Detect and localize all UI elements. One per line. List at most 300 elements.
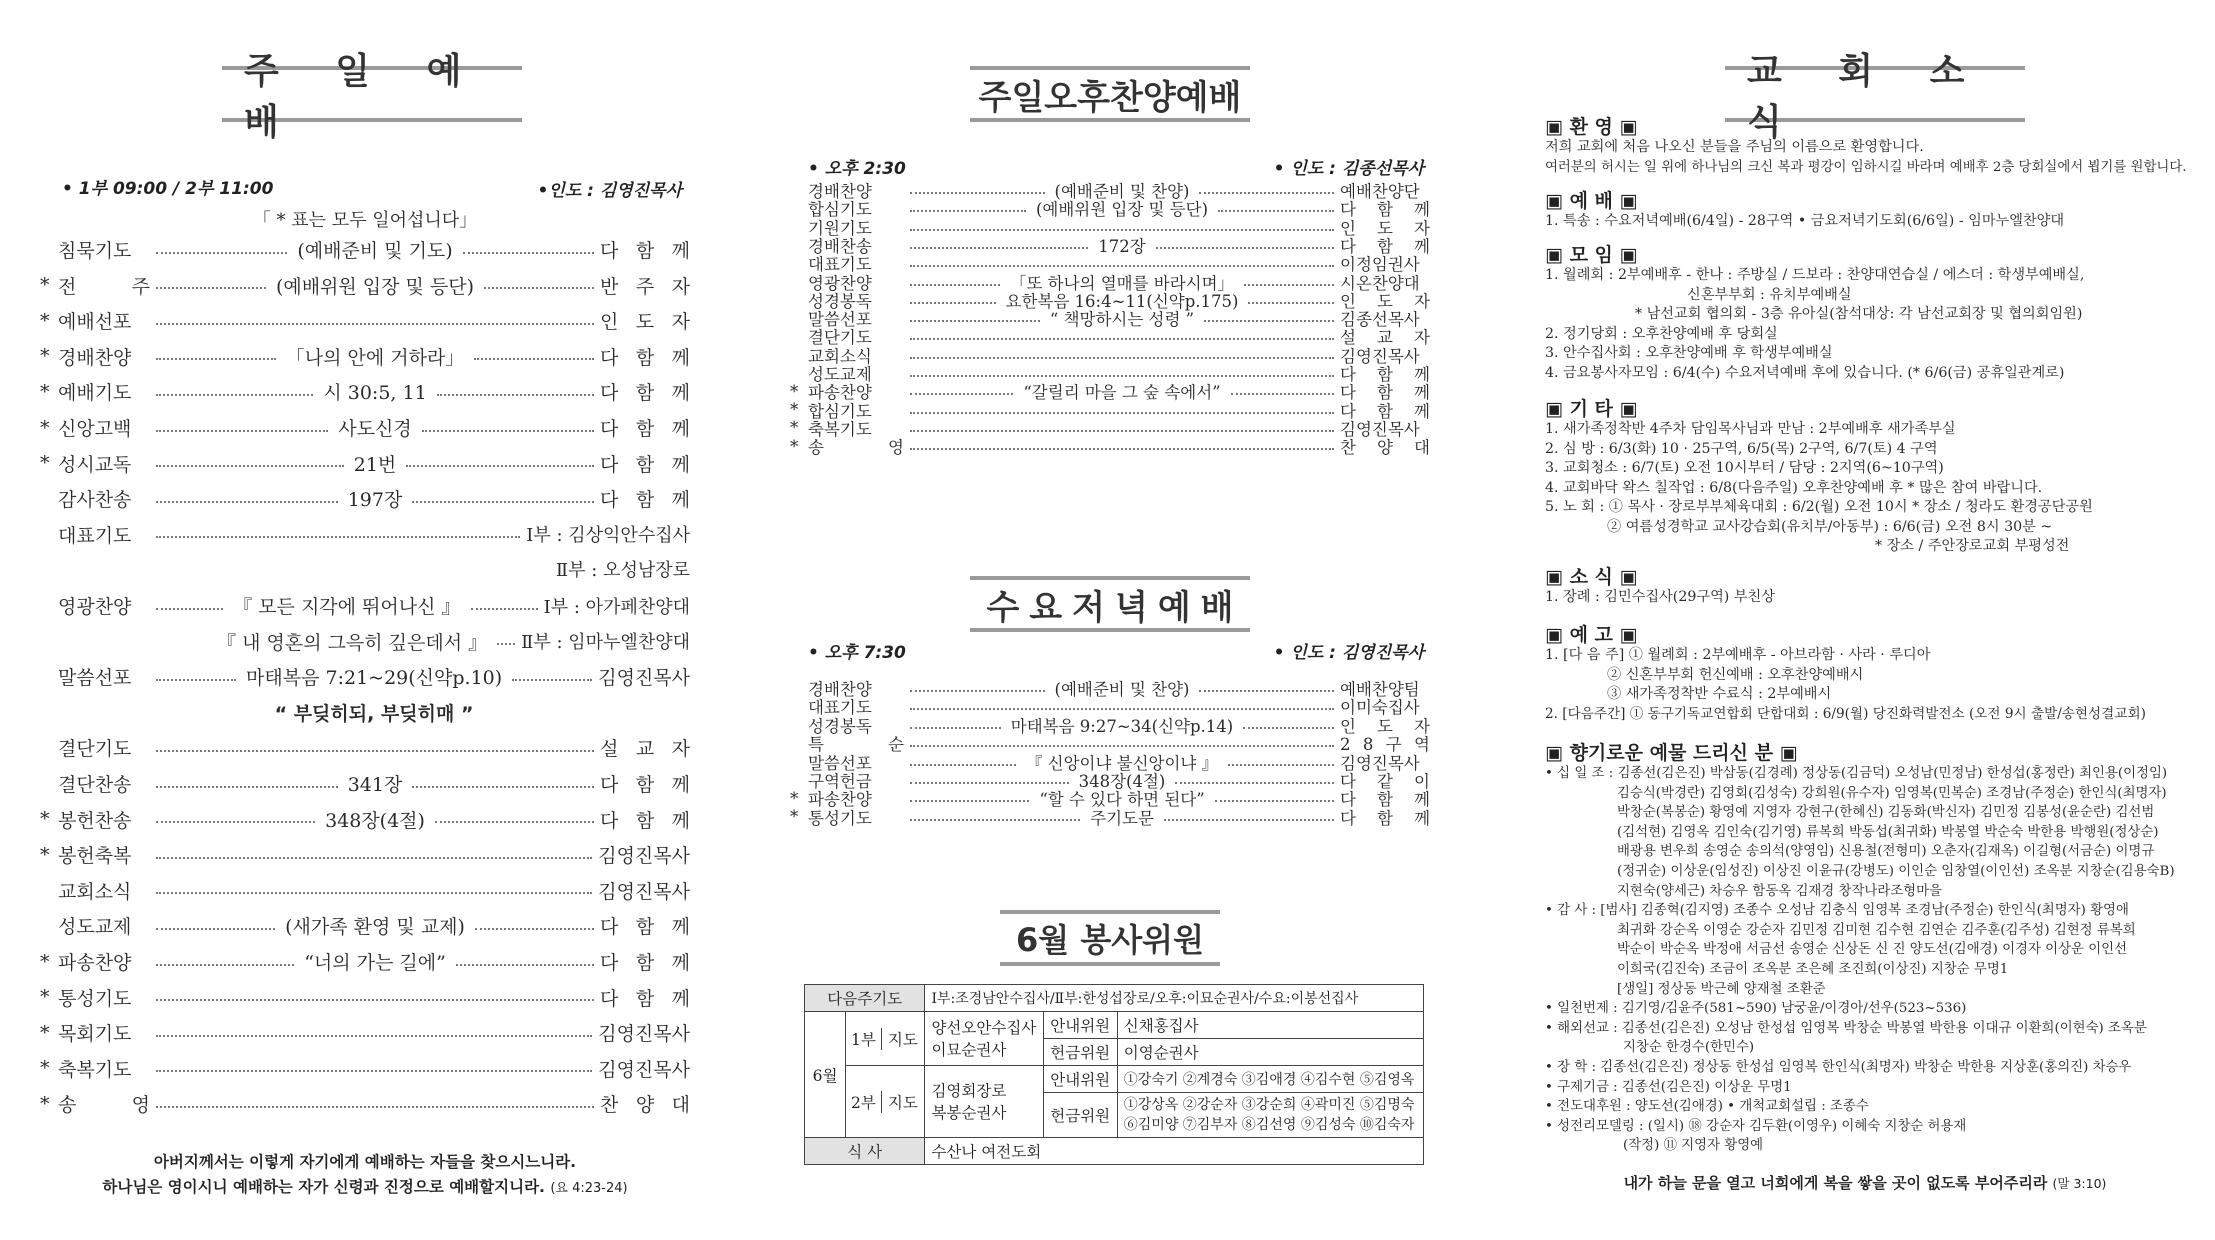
order-label: 봉헌찬송 — [58, 809, 132, 832]
meeting-line: 신혼부부회 : 유치부예배실 — [1687, 286, 1852, 303]
news-verse-ref: (말 3:10) — [2052, 1176, 2107, 1191]
order-item — [790, 434, 1430, 458]
leader-dots — [156, 608, 223, 610]
leader-dots — [456, 964, 594, 966]
order-person: 2 8 구 역 — [1340, 735, 1430, 755]
order-label: 파송찬양 — [808, 383, 872, 403]
standing-mark: * — [40, 1021, 50, 1044]
month-cell: 6월 — [805, 1012, 846, 1138]
news-verse — [1545, 1172, 2185, 1193]
order-item — [40, 628, 690, 655]
meeting-text — [1545, 266, 2084, 383]
standing-mark: * — [790, 436, 799, 456]
notice-text — [1545, 646, 2146, 724]
sunday-verse-line2 — [40, 1175, 690, 1197]
order-label: 전 주 — [58, 275, 150, 298]
order-label: 경배찬양 — [808, 680, 872, 699]
leader-dots — [422, 430, 594, 432]
leader-dots — [1248, 302, 1334, 304]
news-title-banner — [1725, 51, 2025, 143]
guide1-name: 양선오안수집사 — [931, 1018, 1037, 1037]
offering-line: • 십 일 조 : 김종선(김은진) 박삼동(김경례) 정상동(김금덕) 오성남(민정남) 한성섭(홍정란) 최인용(이정임) — [1545, 766, 2168, 781]
sunday-time: • 1부 09:00 / 2부 11:00 — [62, 179, 274, 199]
order-item — [40, 1019, 690, 1046]
offering-line: (김석현) 김영옥 김인숙(김기영) 류복희 박동섭(최귀화) 박봉열 박순숙 박한용 박행원(정상순) — [1617, 824, 2159, 840]
order-person: 김영진목사 — [598, 1058, 690, 1081]
order-item — [40, 912, 690, 939]
leader-dots — [910, 302, 996, 304]
order-label: 교회소식 — [58, 880, 132, 903]
order-detail: (예배위원 입장 및 등단) — [1035, 200, 1209, 220]
servers-table — [804, 984, 1424, 1165]
usher1-value: 신채홍집사 — [1117, 1012, 1423, 1039]
order-person: 찬 양 대 — [1340, 438, 1430, 458]
meeting-line: 2. 정기당회 : 오후찬양예배 후 당회실 — [1545, 325, 1778, 342]
leader-dots — [156, 1035, 592, 1037]
order-label: 경배찬송 — [808, 236, 872, 256]
offering-line: 이희국(김진숙) 조금이 조옥분 조은혜 조진희(이상진) 지창순 무명1 — [1617, 961, 2009, 977]
order-person: 예배찬양팀 — [1340, 680, 1420, 699]
leader-dots — [437, 394, 594, 396]
guide1-name: 이묘순권사 — [931, 1040, 1007, 1059]
church-news-column — [1545, 0, 2185, 1240]
sunday-standing-note: 「 * 표는 모두 일어섭니다」 — [252, 210, 478, 231]
standing-mark: * — [790, 381, 799, 401]
leader-dots — [412, 501, 594, 503]
order-person: 찬 양 대 — [600, 1094, 690, 1117]
meeting-heading: ▣ 모 임 ▣ — [1545, 244, 1638, 266]
order-detail: “할 수 있다 하면 된다” — [1039, 790, 1205, 810]
order-label: 송 영 — [58, 1094, 150, 1117]
order-label: 축복기도 — [58, 1058, 132, 1081]
leader-dots — [156, 287, 266, 289]
etc-line: 1. 새가족정착반 4주차 담임목사님과 만남 : 2부예배후 새가족부실 — [1545, 421, 1956, 437]
order-person: 김영진목사 — [598, 845, 690, 868]
order-detail: “너의 가는 길에” — [304, 952, 446, 974]
sunday-title-banner — [222, 51, 522, 143]
leader-dots — [512, 679, 592, 681]
next-prayer-value: Ⅰ부:조경남안수집사/Ⅱ부:한성섭장로/오후:이묘순권사/수요:이봉선집사 — [925, 985, 1424, 1012]
leader-dots — [1164, 819, 1334, 821]
leader-dots — [156, 1070, 592, 1072]
leader-dots — [910, 430, 1334, 432]
order-label: 구역헌금 — [808, 772, 872, 791]
part1-cell — [846, 1012, 925, 1066]
order-person: 김영진목사 — [598, 880, 690, 903]
order-person: 김영진목사 — [1340, 419, 1420, 439]
offering2-line: ⑥김미양 ⑦김부자 ⑧김선영 ⑨김성숙 ⑩김숙자 — [1123, 1117, 1415, 1133]
news-title: 교 회 소 식 — [1747, 51, 1987, 143]
order-item — [40, 1055, 690, 1082]
leader-dots — [910, 284, 1000, 286]
sunday-verse-ref: (요 4:23-24) — [550, 1181, 628, 1196]
order-item — [40, 307, 690, 334]
servers-title: 6월 봉사위원 — [1016, 921, 1204, 959]
offering-line: 김승식(박경란) 김영회(김성숙) 강희원(유수자) 임영복(민복순) 조경남(주정순) 한인식(최명자) — [1617, 785, 2167, 801]
leader-dots — [156, 821, 315, 823]
order-detail: 197장 — [347, 489, 403, 512]
order-person: 다 함 께 — [600, 809, 691, 832]
order-person: 다 함 께 — [1340, 365, 1430, 384]
sunday-service-column — [40, 0, 690, 1240]
standing-mark: * — [40, 345, 50, 368]
order-label: 성도교제 — [808, 365, 872, 384]
offering-line: • 일천번제 : 김기영/김윤주(581~590) 남궁윤/이경아/선우(523~536) — [1545, 1001, 1967, 1017]
leader-dots — [156, 1106, 594, 1108]
order-person: 인 도 자 — [1340, 716, 1430, 736]
news-verse-text: 내가 하늘 문을 열고 너희에게 복을 쌓을 곳이 없도록 부어주리라 — [1623, 1174, 2048, 1192]
offering-line: 지현숙(양세근) 차승우 함동옥 김재경 창작나라조형마을 — [1617, 883, 1942, 899]
order-person: 다 함 께 — [600, 382, 691, 405]
order-detail: 「또 하나의 열매를 바라시며」 — [1009, 273, 1235, 293]
order-item — [40, 734, 690, 761]
leader-dots — [156, 358, 276, 360]
standing-mark: * — [40, 380, 50, 403]
offering-heading: ▣ 향기로운 예물 드리신 분 ▣ — [1545, 742, 1798, 764]
order-detail: 『 내 영혼의 그윽히 깊은데서 』 — [217, 631, 488, 654]
leader-dots — [475, 928, 594, 930]
etc-line: 4. 교회바닥 왁스 칠작업 : 6/8(다음주일) 오후찬양예배 후 * 많은 참여 바랍니다. — [1545, 479, 2043, 496]
leader-dots — [484, 287, 594, 289]
standing-mark: * — [790, 788, 799, 808]
leader-dots — [910, 412, 1334, 414]
order-detail: 요한복음 16:4~11(신약p.175) — [1005, 291, 1239, 311]
order-item — [40, 699, 690, 726]
leader-dots — [1218, 210, 1334, 212]
leader-dots — [910, 375, 1334, 377]
order-label: 경배찬양 — [58, 346, 132, 369]
afternoon-title: 주일오후찬양예배 — [978, 77, 1242, 118]
order-person: 다 함 께 — [600, 418, 691, 440]
order-item — [40, 984, 690, 1011]
order-label: 통성기도 — [808, 808, 872, 828]
order-detail: (예배준비 및 찬양) — [1054, 680, 1190, 699]
order-label: 성경봉독 — [808, 716, 872, 736]
afternoon-title-banner — [970, 66, 1250, 122]
order-item — [40, 378, 690, 405]
order-label: 침묵기도 — [58, 240, 132, 262]
order-label: 봉헌축복 — [58, 845, 132, 868]
wednesday-title: 수요저녁예배 — [986, 587, 1244, 628]
order-label: 성경봉독 — [808, 291, 872, 311]
order-detail: (예배위원 입장 및 등단) — [275, 275, 475, 298]
order-detail: “갈릴리 마을 그 숲 속에서” — [1023, 383, 1221, 403]
order-detail: 341장 — [347, 774, 403, 796]
order-label: 성시교독 — [58, 453, 132, 476]
order-label: 영광찬양 — [58, 596, 132, 618]
sermon-title: “ 부딪히되, 부딪히매 ” — [274, 702, 474, 725]
next-prayer-label: 다음주기도 — [805, 985, 925, 1012]
leader-dots — [1156, 247, 1334, 249]
leader-dots — [1204, 320, 1334, 322]
offering-line: (작정) ⑪ 지영자 황영예 — [1623, 1138, 1764, 1154]
etc-line: ② 여름성경학교 교사강습회(유치부/아동부) : 6/6(금) 오전 8시 30분 ~ — [1607, 518, 2053, 535]
order-person: 다 함 께 — [1340, 401, 1430, 421]
offering-line: • 감 사 : [범사] 김종혁(김지영) 조종수 오성남 김충식 임영복 조경남(주정순) 한인식(최명자) 황영애 — [1545, 903, 2129, 919]
leader-dots — [910, 338, 1334, 340]
order-item — [40, 877, 690, 904]
leader-dots — [406, 465, 594, 467]
order-person: 다 함 께 — [600, 240, 691, 262]
order-detail: 「나의 안에 거하라」 — [285, 346, 465, 369]
order-label: 합심기도 — [808, 200, 872, 220]
order-item — [40, 272, 690, 299]
order-item — [40, 770, 690, 797]
leader-dots — [156, 679, 236, 681]
leader-dots — [156, 465, 344, 467]
welcome-heading: ▣ 환 영 ▣ — [1545, 116, 1638, 138]
order-label: 목회기도 — [58, 1023, 132, 1046]
notice-line: 1. [다 음 주] ① 월례회 : 2부예배후 - 아브라함 · 사라 · 루디아 — [1545, 647, 1931, 663]
afternoon-time: • 오후 2:30 — [808, 159, 906, 179]
leader-dots — [471, 608, 538, 610]
standing-mark: * — [40, 950, 50, 973]
leader-dots — [1199, 690, 1334, 692]
welcome-text — [1545, 138, 2187, 177]
etc-heading: ▣ 기 타 ▣ — [1545, 398, 1638, 420]
order-item — [40, 592, 690, 619]
leader-dots — [910, 708, 1334, 710]
leader-dots — [910, 265, 1334, 267]
offering-line: 최귀화 강순옥 이영순 강순자 김민정 김미현 김수현 김연순 김주훈(김주성) 김현정 류복희 — [1617, 922, 2136, 938]
etc-line: * 장소 / 주안장로교회 부평성전 — [1875, 538, 2070, 554]
order-detail: “ 책망하시는 성령 ” — [1049, 310, 1195, 330]
usher2-value: ①강숙기 ②계경숙 ③김애경 ④김수현 ⑤김영옥 — [1117, 1066, 1423, 1093]
leader-dots — [156, 750, 594, 752]
order-detail: 172장 — [1098, 236, 1146, 256]
order-person: 다 함 께 — [1340, 200, 1430, 220]
news-item: 1. 장례 : 김민수집사(29구역) 부친상 — [1545, 589, 1775, 605]
meeting-line: 4. 금요봉사자모임 : 6/4(수) 수요저녁예배 후에 있습니다. (* 6/6(금) 공휴일관계로) — [1545, 364, 2065, 381]
standing-mark: * — [40, 416, 50, 439]
offering-line: • 전도대후원 : 양도선(김애경) • 개척교회설립 : 조종수 — [1545, 1099, 1869, 1115]
leader-dots — [910, 745, 1334, 747]
leader-dots — [1199, 192, 1334, 194]
leader-dots — [910, 192, 1045, 194]
leader-dots — [910, 690, 1045, 692]
leader-dots — [463, 252, 594, 254]
leader-dots — [910, 247, 1088, 249]
leader-dots — [910, 764, 1016, 766]
order-label: 결단찬송 — [58, 774, 132, 796]
notice-line: ② 신혼부부회 헌신예배 : 오후찬양예배시 — [1607, 666, 1864, 683]
order-person: 김영진목사 — [1340, 753, 1420, 773]
order-label: 송 영 — [808, 438, 904, 458]
leader-dots — [156, 892, 592, 894]
order-item — [40, 841, 690, 868]
etc-text — [1545, 420, 2093, 557]
meal-value: 수산나 여전도회 — [925, 1138, 1424, 1165]
order-label: 교회소식 — [808, 346, 872, 366]
guide2-name: 복봉순권사 — [931, 1103, 1007, 1122]
servers-title-banner — [1000, 910, 1220, 966]
order-label: 감사찬송 — [58, 489, 132, 512]
order-item — [40, 521, 690, 548]
order-label: 말씀선포 — [808, 310, 872, 330]
order-person: Ⅰ부 : 김상익안수집사 — [526, 525, 690, 547]
leader-dots — [1228, 764, 1334, 766]
order-person: 다 함 께 — [600, 774, 690, 796]
order-person: 김영진목사 — [598, 1023, 690, 1046]
offering-line: (정귀순) 이상운(임성진) 이상진 이윤규(강병도) 이인순 임창열(이인선) 조옥분 지창순(김용숙B) — [1617, 863, 2175, 879]
order-person: 다 같 이 — [1340, 772, 1430, 791]
order-detail: 21번 — [353, 453, 397, 476]
order-label: 통성기도 — [58, 987, 132, 1010]
etc-line: 5. 노 회 : ① 목사 · 장로부부체육대회 : 6/2(월) 오전 10시 * 장소 / 청라도 환경공단공원 — [1545, 499, 2093, 515]
order-person: 반 주 자 — [600, 275, 691, 298]
part1-guides — [925, 1012, 1044, 1066]
part2-cell — [846, 1066, 925, 1138]
order-person: 다 함 께 — [1340, 236, 1430, 256]
order-person: 김영진목사 — [598, 667, 691, 690]
order-detail: (예배준비 및 찬양) — [1054, 182, 1190, 201]
order-label: 대표기도 — [58, 524, 132, 547]
order-person: 다 함 께 — [600, 346, 690, 369]
welcome-line: 여러분의 허시는 일 위에 하나님의 크신 복과 평강이 임하시길 바라며 예배후 2층 당회실에서 뵙기를 원합니다. — [1545, 159, 2187, 175]
sunday-verse-text: 하나님은 영이시니 예배하는 자가 신령과 진정으로 예배할지니라. — [102, 1178, 545, 1196]
leader-dots — [156, 999, 594, 1001]
afternoon-leader: • 인도 : 김종선목사 — [1273, 159, 1424, 179]
order-detail: 마태복음 9:27~34(신약p.14) — [1010, 716, 1234, 736]
order-person: 김영진목사 — [1340, 346, 1420, 366]
leader-dots — [412, 786, 594, 788]
leader-dots — [156, 536, 520, 538]
order-person: 설 교 자 — [1340, 328, 1430, 348]
order-detail: 사도신경 — [338, 418, 412, 440]
standing-mark: * — [40, 808, 50, 831]
order-item — [40, 414, 690, 441]
order-label: 대표기도 — [808, 255, 872, 275]
standing-mark: * — [40, 1057, 50, 1080]
part1-guide-label: 지도 — [887, 1030, 918, 1049]
order-label: 축복기도 — [808, 419, 872, 439]
leader-dots — [1215, 800, 1334, 802]
offering2-values — [1117, 1093, 1423, 1138]
order-label: 예배기도 — [58, 382, 132, 405]
offering-list — [1545, 764, 2175, 1156]
standing-mark: * — [40, 986, 50, 1009]
wednesday-time: • 오후 7:30 — [808, 643, 906, 663]
order-label: 파송찬양 — [58, 952, 132, 974]
order-label: 말씀선포 — [58, 667, 132, 690]
order-person: 다 함 께 — [600, 987, 690, 1010]
part1-label: 1부 — [846, 1028, 882, 1050]
order-detail: (새가족 환영 및 교제) — [285, 916, 465, 939]
offering-line: 배광용 변우희 송영순 송의석(양영임) 신용철(전형미) 오춘자(김재옥) 이길형(서금순) 이명규 — [1617, 844, 2155, 860]
order-item — [40, 236, 690, 263]
usher-label-2: 안내위원 — [1044, 1066, 1118, 1093]
order-detail: 시 30:5, 11 — [323, 382, 427, 405]
order-person: 다 함 께 — [600, 489, 690, 512]
order-person: 예배찬양단 — [1340, 182, 1420, 201]
order-item — [40, 485, 690, 512]
order-detail: 마태복음 7:21~29(신약p.10) — [246, 667, 503, 690]
offering-line: • 장 학 : 김종선(김은진) 정상동 한성섭 임영복 한인식(최명자) 박창순 박한용 지상훈(홍의진) 차승우 — [1545, 1059, 2132, 1075]
guide2-name: 김영회장로 — [931, 1081, 1007, 1100]
order-detail: (예배준비 및 기도) — [297, 240, 453, 262]
leader-dots — [910, 320, 1040, 322]
sunday-title: 주 일 예 배 — [244, 51, 484, 143]
leader-dots — [1175, 782, 1334, 784]
leader-dots — [435, 821, 594, 823]
order-person: 시온찬양대 — [1340, 273, 1420, 293]
order-label: 말씀선포 — [808, 753, 872, 773]
order-detail: 348장(4절) — [325, 809, 425, 832]
order-person: 인 도 자 — [1340, 291, 1430, 311]
leader-dots — [1231, 393, 1334, 395]
usher-label: 안내위원 — [1044, 1012, 1118, 1039]
leader-dots — [910, 819, 1080, 821]
order-detail: 『 신앙이냐 불신앙이냐 』 — [1025, 753, 1219, 773]
offering-line: 박순이 박순옥 박정애 서금선 송영순 신상돈 신 진 양도선(김애경) 이경자 이상운 이인선 — [1617, 942, 2128, 958]
order-detail: 주기도문 — [1090, 808, 1154, 828]
leader-dots — [156, 857, 592, 859]
order-person: 다 함 께 — [1340, 808, 1431, 828]
part2-guide-label: 지도 — [887, 1093, 918, 1112]
standing-mark: * — [40, 452, 50, 475]
leader-dots — [156, 928, 275, 930]
meeting-line: 3. 안수집사회 : 오후찬양예배 후 학생부예배실 — [1545, 345, 1833, 361]
order-person: 이정임권사 — [1340, 255, 1420, 275]
standing-mark: * — [40, 1092, 50, 1115]
offering-line: • 구제기금 : 김종선(김은진) 이상운 무명1 — [1545, 1079, 1792, 1095]
order-item — [790, 805, 1430, 829]
notice-heading: ▣ 예 고 ▣ — [1545, 624, 1638, 646]
part2-guides — [925, 1066, 1044, 1138]
standing-mark: * — [40, 274, 50, 297]
order-item — [40, 663, 690, 690]
order-label: 기원기도 — [808, 218, 872, 238]
etc-line: 3. 교회청소 : 6/7(토) 오전 10시부터 / 담당 : 2지역(6~10구역) — [1545, 460, 1944, 476]
leader-dots — [156, 323, 594, 325]
leader-dots — [910, 800, 1029, 802]
meeting-line: 1. 월례회 : 2부예배후 - 한나 : 주방실 / 드보라 : 찬양대연습실 / 에스더 : 학생부예배실, — [1545, 267, 2085, 283]
leader-dots — [910, 448, 1334, 450]
order-person: 인 도 자 — [1340, 218, 1430, 238]
leader-dots — [910, 210, 1026, 212]
order-item — [40, 556, 690, 582]
meal-label: 식 사 — [805, 1138, 925, 1165]
leader-dots — [910, 393, 1013, 395]
offering-line: • 성전리모델링 : (일시) ⑱ 강순자 김두환(이영우) 이혜숙 지창순 허용재 — [1545, 1118, 1967, 1134]
order-label: 결단기도 — [58, 738, 132, 761]
order-label: 성도교제 — [58, 916, 132, 939]
order-label: 영광찬양 — [808, 273, 872, 293]
worship-text: 1. 특송 : 수요저녁예배(6/4일) - 28구역 • 금요저녁기도회(6/6일) - 임마누엘찬양대 — [1545, 213, 2065, 229]
order-person: 다 함 께 — [1340, 790, 1430, 810]
offering-line: • 해외선교 : 김종선(김은진) 오성남 한성섭 임영복 박창순 박봉열 박한용 이대규 이환희(이현숙) 조옥분 — [1545, 1020, 2147, 1036]
leader-dots — [156, 430, 328, 432]
meeting-line: * 남선교회 협의회 - 3층 유아실(참석대상: 각 남선교회장 및 협의회임원) — [1635, 306, 2083, 322]
leader-dots — [1244, 284, 1334, 286]
leader-dots — [156, 394, 313, 396]
order-person: Ⅱ부 : 임마누엘찬양대 — [521, 632, 690, 654]
leader-dots — [156, 786, 338, 788]
order-person: 인 도 자 — [600, 311, 690, 334]
welcome-line: 저희 교회에 처음 나오신 분들을 주님의 이름으로 환영합니다. — [1545, 139, 1924, 155]
order-person: 다 함 께 — [1340, 383, 1430, 403]
leader-dots — [156, 501, 338, 503]
leader-dots — [910, 727, 1001, 729]
order-label: 경배찬양 — [808, 182, 872, 201]
order-person: Ⅰ부 : 아가페찬양대 — [543, 596, 691, 618]
leader-dots — [156, 252, 287, 254]
order-label: 합심기도 — [808, 401, 872, 421]
order-label: 특 순 — [808, 735, 904, 755]
order-person: 다 함 께 — [600, 453, 690, 476]
standing-mark: * — [790, 418, 799, 438]
order-item — [40, 343, 690, 370]
